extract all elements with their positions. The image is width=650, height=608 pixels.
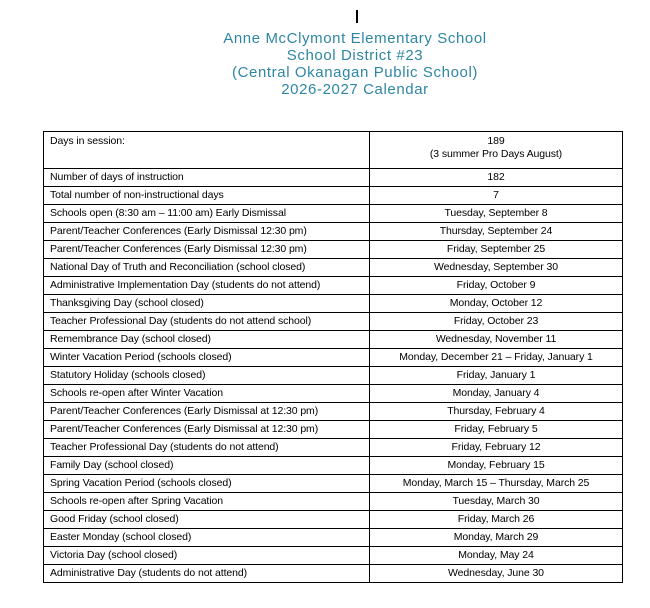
table-row (44, 223, 623, 241)
event-date-cell[interactable]: Monday, December 21 – Friday, January 1 (370, 349, 623, 367)
event-date-cell[interactable]: 7 (370, 187, 623, 205)
table-row (44, 421, 623, 439)
event-date-cell[interactable]: Thursday, February 4 (370, 403, 623, 421)
table-row (44, 457, 623, 475)
table-row (44, 547, 623, 565)
event-label-cell[interactable]: Remembrance Day (school closed) (44, 331, 370, 349)
table-row (44, 277, 623, 295)
event-label-cell[interactable]: Spring Vacation Period (schools closed) (44, 475, 370, 493)
event-date-cell[interactable]: Monday, February 15 (370, 457, 623, 475)
event-label-cell[interactable]: Victoria Day (school closed) (44, 547, 370, 565)
event-label-cell[interactable]: Parent/Teacher Conferences (Early Dismissal at 12:30 pm) (44, 403, 370, 421)
event-date-cell[interactable]: Friday, February 5 (370, 421, 623, 439)
event-date-cell[interactable]: Monday, January 4 (370, 385, 623, 403)
event-date-cell[interactable]: Friday, February 12 (370, 439, 623, 457)
event-date-cell[interactable]: Monday, March 15 – Thursday, March 25 (370, 475, 623, 493)
event-label-cell[interactable]: Parent/Teacher Conferences (Early Dismissal at 12:30 pm) (44, 421, 370, 439)
calendar-table-body (44, 132, 623, 583)
event-label-cell[interactable]: National Day of Truth and Reconciliation (school closed) (44, 259, 370, 277)
table-row (44, 529, 623, 547)
event-date-cell[interactable]: Monday, March 29 (370, 529, 623, 547)
text-cursor-icon (356, 10, 358, 23)
event-label-cell[interactable]: Parent/Teacher Conferences (Early Dismissal 12:30 pm) (44, 241, 370, 259)
table-row (44, 511, 623, 529)
table-row (44, 313, 623, 331)
event-date-cell[interactable]: 182 (370, 169, 623, 187)
event-date-cell[interactable]: Wednesday, September 30 (370, 259, 623, 277)
table-row (44, 205, 623, 223)
header-calendar-year[interactable]: 2026-2027 Calendar (281, 81, 429, 98)
calendar-table (43, 131, 623, 583)
event-date-cell[interactable]: Monday, October 12 (370, 295, 623, 313)
event-label-cell[interactable]: Statutory Holiday (schools closed) (44, 367, 370, 385)
table-row (44, 385, 623, 403)
event-date-cell[interactable]: Wednesday, November 11 (370, 331, 623, 349)
event-label-cell[interactable]: Parent/Teacher Conferences (Early Dismissal 12:30 pm) (44, 223, 370, 241)
table-row (44, 475, 623, 493)
event-date-note: (3 summer Pro Days August) (429, 148, 563, 160)
table-row (44, 565, 623, 583)
event-label-cell[interactable]: Administrative Implementation Day (students do not attend) (44, 277, 370, 295)
event-date-cell[interactable]: Friday, October 23 (370, 313, 623, 331)
event-label-cell[interactable]: Teacher Professional Day (students do not attend) (44, 439, 370, 457)
event-date-cell[interactable]: Tuesday, September 8 (370, 205, 623, 223)
event-label-cell[interactable]: Family Day (school closed) (44, 457, 370, 475)
table-row (44, 132, 623, 169)
table-row (44, 403, 623, 421)
table-row (44, 259, 623, 277)
table-row (44, 241, 623, 259)
table-row (44, 187, 623, 205)
event-label-cell[interactable]: Teacher Professional Day (students do not attend school) (44, 313, 370, 331)
event-label-cell[interactable]: Schools re-open after Spring Vacation (44, 493, 370, 511)
header-school-name[interactable]: Anne McClymont Elementary School (223, 30, 487, 47)
event-date-cell[interactable]: Friday, January 1 (370, 367, 623, 385)
table-row (44, 331, 623, 349)
table-row (44, 295, 623, 313)
header-district[interactable]: School District #23 (286, 47, 424, 64)
event-label-cell[interactable]: Good Friday (school closed) (44, 511, 370, 529)
event-date-cell[interactable]: 189 (3 summer Pro Days August) (370, 132, 623, 169)
event-label-cell[interactable]: Schools re-open after Winter Vacation (44, 385, 370, 403)
event-date-cell[interactable]: Friday, October 9 (370, 277, 623, 295)
event-date-cell[interactable]: Wednesday, June 30 (370, 565, 623, 583)
event-label-cell[interactable]: Thanksgiving Day (school closed) (44, 295, 370, 313)
document-header (30, 30, 650, 98)
event-date-cell[interactable]: Tuesday, March 30 (370, 493, 623, 511)
event-date-cell[interactable]: Thursday, September 24 (370, 223, 623, 241)
header-district-subtitle[interactable]: (Central Okanagan Public School) (232, 64, 478, 81)
event-label-cell[interactable]: Schools open (8:30 am – 11:00 am) Early Dismissal (44, 205, 370, 223)
event-date-cell[interactable]: Monday, May 24 (370, 547, 623, 565)
table-row (44, 367, 623, 385)
event-date-cell[interactable]: Friday, March 26 (370, 511, 623, 529)
table-row (44, 169, 623, 187)
table-row (44, 493, 623, 511)
event-label-cell[interactable]: Winter Vacation Period (schools closed) (44, 349, 370, 367)
table-row (44, 439, 623, 457)
event-label-cell[interactable]: Administrative Day (students do not attend) (44, 565, 370, 583)
event-label-cell[interactable]: Easter Monday (school closed) (44, 529, 370, 547)
event-label-cell[interactable]: Total number of non-instructional days (44, 187, 370, 205)
event-label-cell[interactable]: Days in session: (44, 132, 370, 169)
event-date-cell[interactable]: Friday, September 25 (370, 241, 623, 259)
event-label-cell[interactable]: Number of days of instruction (44, 169, 370, 187)
table-row (44, 349, 623, 367)
